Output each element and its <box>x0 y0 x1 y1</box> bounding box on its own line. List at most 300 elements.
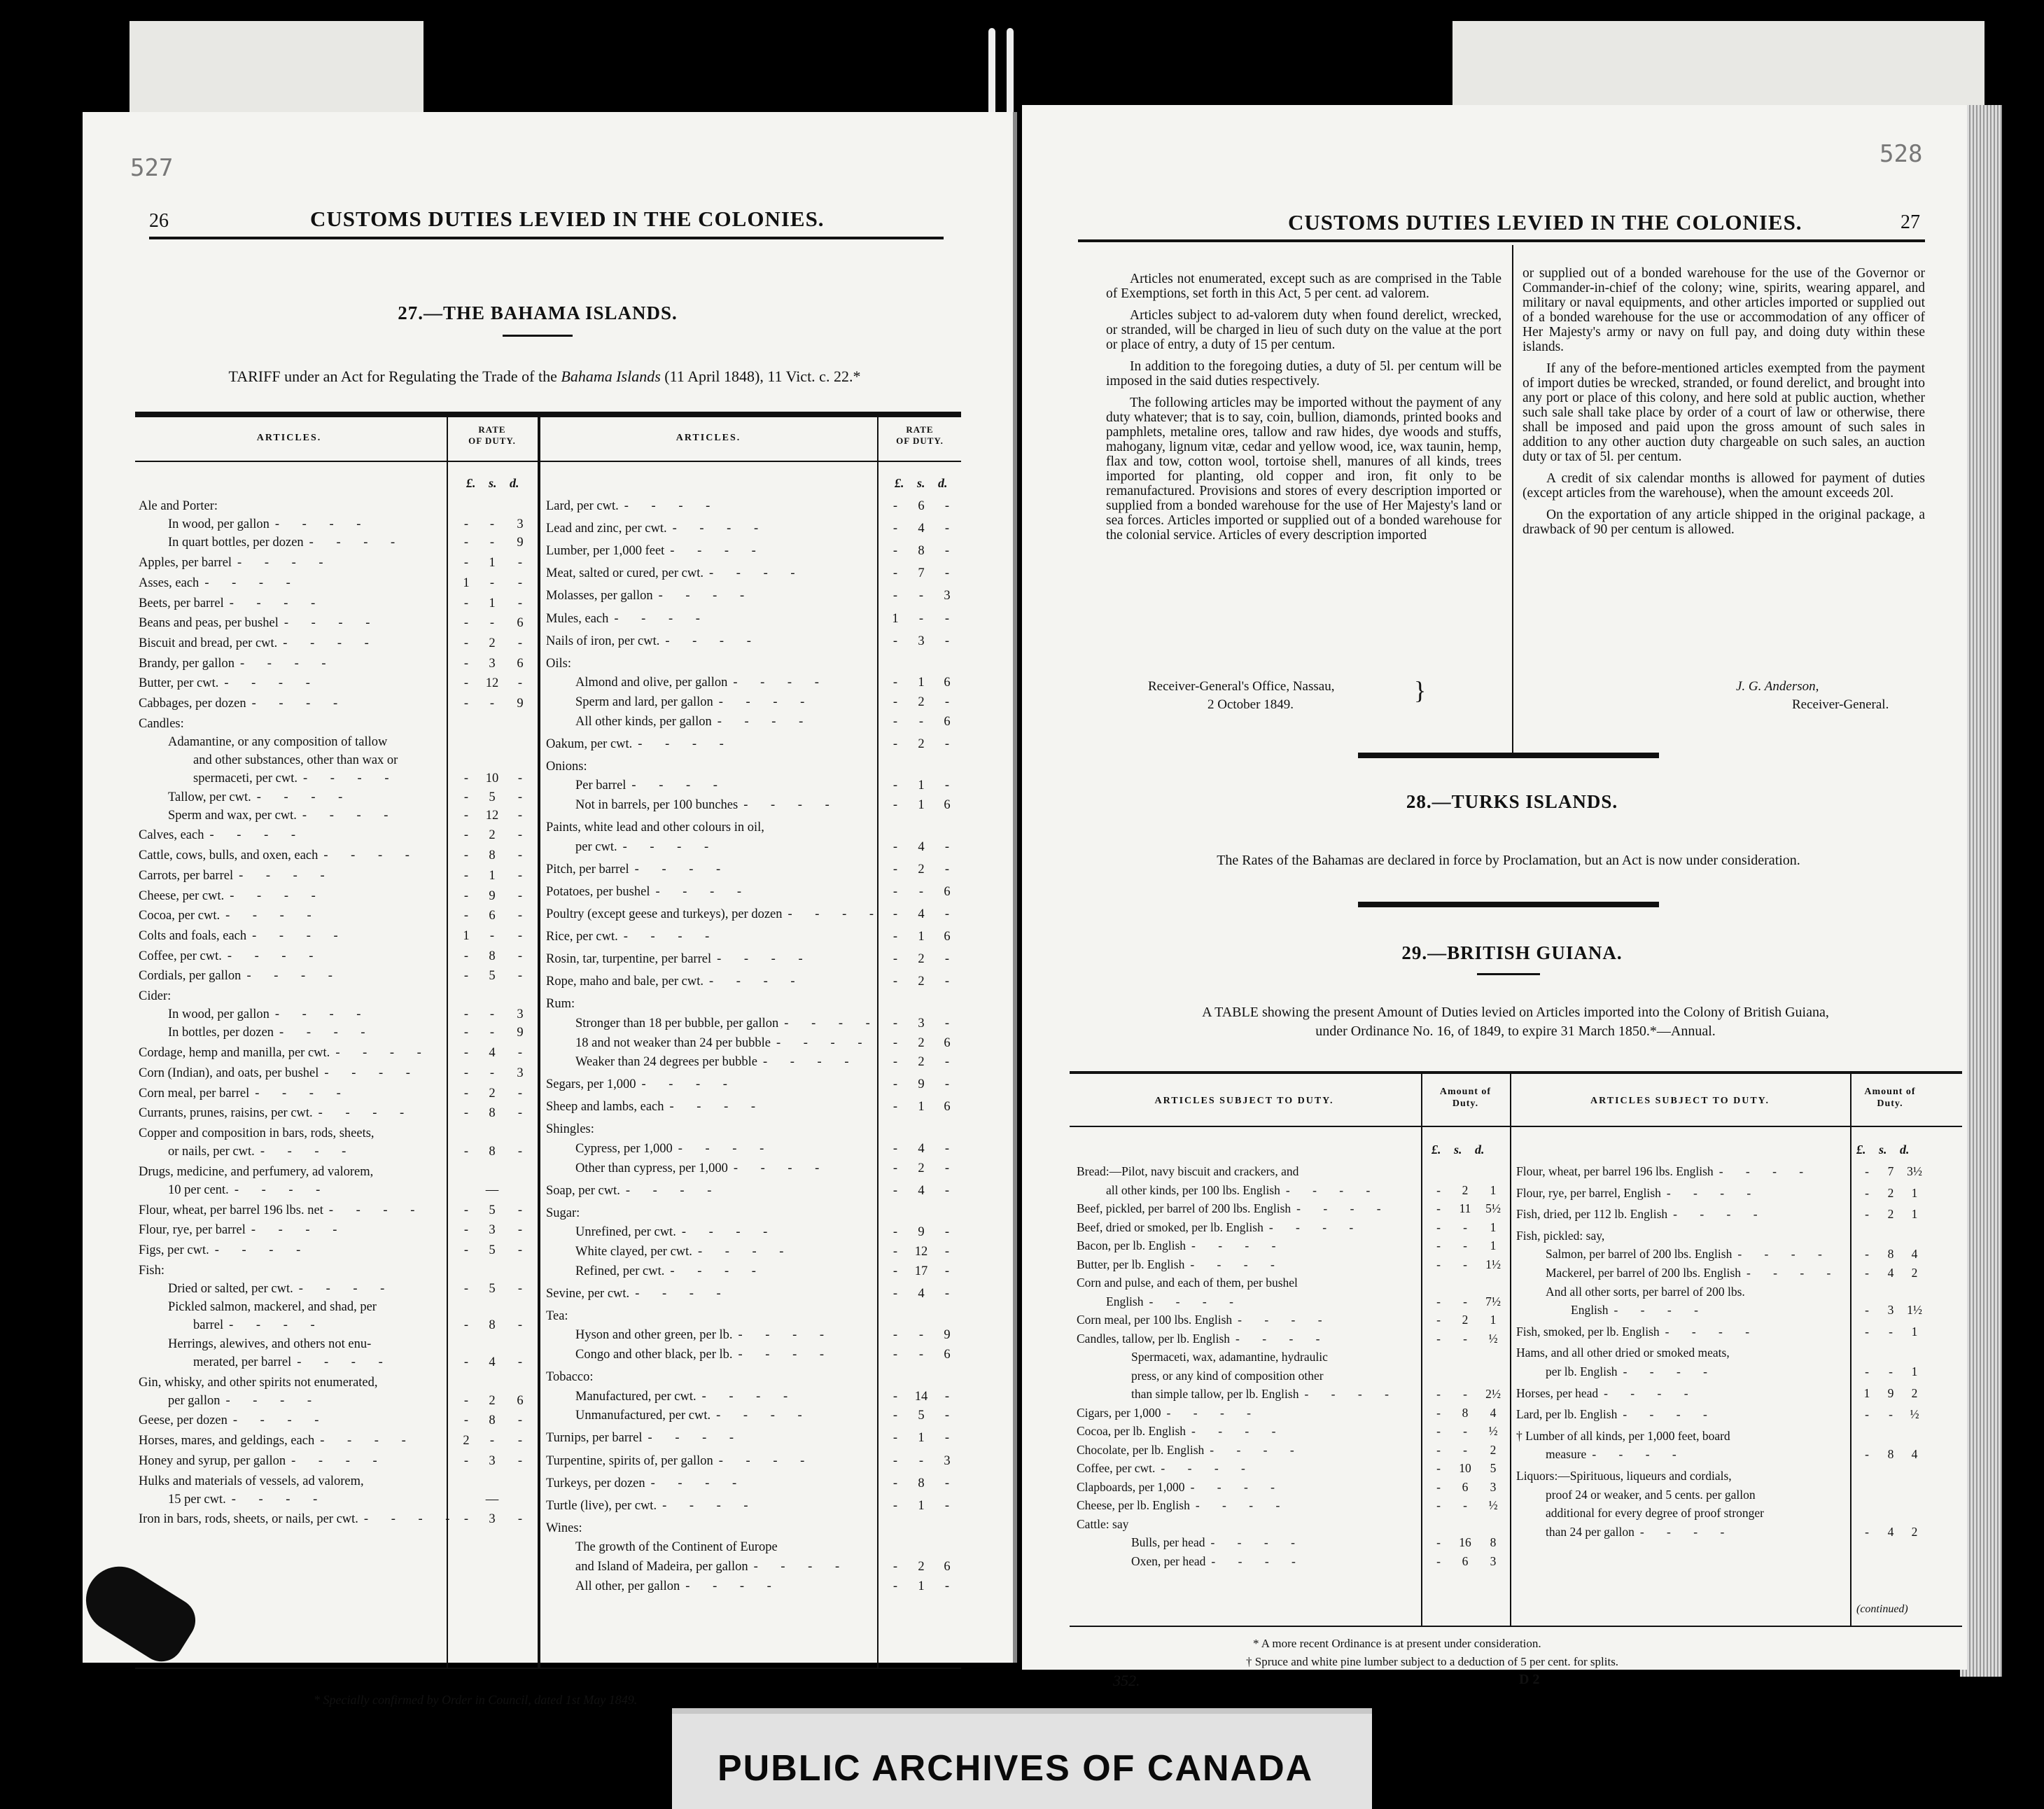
leader-dots: - - - - <box>1296 1201 1391 1215</box>
pounds-value: - <box>463 1223 469 1238</box>
pounds-value: - <box>892 1348 898 1362</box>
article-name: Beef, pickled, per barrel of 200 lbs. English <box>1077 1201 1292 1215</box>
pounds-value: - <box>892 1035 898 1050</box>
pence-value: 3 <box>517 517 524 532</box>
pounds-value: - <box>892 952 898 967</box>
pence-value: - <box>517 949 523 963</box>
article-name: all other kinds, per 100 lbs. English <box>1106 1182 1280 1197</box>
shillings-value: 9 <box>918 1077 925 1092</box>
section-title: 27.—THE BAHAMA ISLANDS. <box>398 302 678 323</box>
article-name: Butter, per cwt. <box>139 676 219 691</box>
article-name: Almond and olive, per gallon <box>575 676 728 690</box>
article-name: Corn meal, per 100 lbs. English <box>1077 1313 1233 1327</box>
ornament-rule <box>1477 973 1540 975</box>
pence-value: 3 <box>1490 1553 1497 1568</box>
shillings-value: - <box>1463 1387 1467 1401</box>
leader-dots: - - - - <box>291 1453 387 1468</box>
pounds-value: 1 <box>892 611 899 626</box>
article-name: Cigars, per 1,000 <box>1077 1405 1161 1420</box>
article-name: Coffee, per cwt. <box>1077 1461 1156 1475</box>
pounds-value: - <box>463 676 469 691</box>
article-name: Rum: <box>546 997 575 1012</box>
pounds-value: - <box>463 848 469 863</box>
pounds-value: - <box>892 1225 898 1240</box>
leader-dots: - - - - <box>733 1161 830 1175</box>
caption-italic: Bahama Islands <box>561 368 661 385</box>
column-rule <box>1850 1073 1851 1626</box>
shillings-value: 8 <box>918 544 925 559</box>
shillings-value: 6 <box>489 909 496 923</box>
shillings-value: — <box>485 1492 499 1507</box>
leader-dots: - - - - <box>716 1409 812 1423</box>
leader-dots: - - - - <box>1195 1498 1290 1512</box>
pence-value: 6 <box>944 714 951 729</box>
pounds-value: - <box>1865 1185 1869 1200</box>
shillings-value: 12 <box>485 676 499 691</box>
guiana-caption: under Ordinance No. 16, of 1849, to expire 31 March 1850.*—Annual. <box>1315 1024 1716 1039</box>
article-name: Turpentine, spirits of, per gallon <box>546 1453 713 1468</box>
pounds-value: - <box>463 1243 469 1258</box>
pence-value: 3 <box>517 1066 524 1080</box>
paragraph: The following articles may be imported without the payment of any duty whatever; that is to say, coin, bullion, diamonds, printed books and pamphlets, metaline ores, tallow and raw hides, dye woods and stuffs, mahogany, lignum vitæ, cedar and yellow wood, ice, wax taunin, hemp, flax and tow, cotton wool, tortoise shell, manures of all kinds, trees imported for planting, old copper and iron, fit only to be remanufactured. Provisions and stores of every description imported or supplied from a bonded warehouse for the use of Her Majesty's land or sea forces. Articles imported or supplied out of a bonded warehouse for the colonial service. Articles of every description imported <box>1106 396 1502 543</box>
pence-value: - <box>944 634 950 648</box>
shillings-value: 8 <box>1887 1247 1894 1262</box>
section-divider <box>1358 753 1659 758</box>
pounds-value: - <box>1865 1164 1869 1178</box>
shillings-value: 2 <box>1887 1185 1894 1200</box>
page-edge-right <box>1452 21 1984 112</box>
shillings-value: - <box>918 1328 924 1343</box>
shillings-value: - <box>1463 1238 1467 1252</box>
pounds-value: - <box>892 1183 898 1198</box>
pounds-value: - <box>892 1286 898 1301</box>
leader-dots: - - - - <box>240 656 336 671</box>
table-row <box>546 839 875 855</box>
shillings-value: 14 <box>914 1389 928 1404</box>
shillings-value: - <box>1889 1407 1893 1422</box>
table-row <box>1516 1324 1849 1339</box>
article-name: And all other sorts, per barrel of 200 lbs. <box>1546 1284 1745 1299</box>
leader-dots: - - - - <box>1210 1535 1305 1549</box>
table-row <box>139 1222 440 1238</box>
leader-dots: - - - - <box>302 808 398 823</box>
shillings-value: 8 <box>918 1476 925 1490</box>
table-row <box>546 611 875 627</box>
left-page <box>83 112 1017 1707</box>
table-bottom-rule <box>1070 1626 1962 1627</box>
signer-title: Receiver-General. <box>1792 697 1889 712</box>
article-name: Ale and Porter: <box>139 499 218 513</box>
pence-value: - <box>517 1086 523 1101</box>
table-row <box>139 827 440 843</box>
table-row <box>1077 1497 1420 1513</box>
article-name: Sugar: <box>546 1206 580 1220</box>
shillings-value: 1 <box>489 596 496 610</box>
leader-dots: - - - - <box>229 596 326 610</box>
table-row <box>546 1206 875 1221</box>
pounds-value: - <box>892 1016 898 1031</box>
table-row <box>139 535 440 550</box>
pence-value: 7½ <box>1485 1294 1501 1308</box>
article-name: Drugs, medicine, and perfumery, ad valorem, <box>139 1164 374 1179</box>
pence-value: 1 <box>1490 1182 1497 1197</box>
pence-value: 9 <box>517 697 524 711</box>
pounds-value: - <box>463 1007 469 1022</box>
pence-value: 1 <box>1490 1238 1497 1252</box>
table-row <box>546 1579 875 1594</box>
table-row <box>1077 1275 1420 1290</box>
leader-dots: - - - - <box>641 1077 737 1092</box>
leader-dots: - - - - <box>230 888 326 903</box>
article-name: Flour, wheat, per barrel 196 lbs. English <box>1516 1164 1714 1178</box>
shillings-value: 8 <box>489 1106 496 1121</box>
pence-value: - <box>517 1243 523 1258</box>
table-row <box>546 521 875 536</box>
table-row <box>1516 1265 1849 1280</box>
pounds-value: - <box>1436 1313 1441 1327</box>
table-row <box>1516 1164 1849 1179</box>
column-rule <box>1510 1073 1511 1626</box>
shillings-value: - <box>918 589 924 603</box>
shillings-value: 8 <box>489 1145 496 1159</box>
article-name: Segars, per 1,000 <box>546 1077 636 1092</box>
article-name: Liquors:—Spirituous, liqueurs and cordials, <box>1516 1469 1732 1483</box>
table-row <box>1077 1386 1420 1402</box>
pounds-value: 2 <box>463 1434 470 1448</box>
pounds-value: - <box>892 930 898 944</box>
table-row <box>546 1286 875 1301</box>
article-name: Cabbages, per dozen <box>139 697 246 711</box>
pounds-value: - <box>1436 1331 1441 1346</box>
pounds-value: - <box>892 884 898 899</box>
pence-value: - <box>517 808 523 823</box>
pounds-value: - <box>892 1077 898 1092</box>
table-row <box>139 517 440 532</box>
table-row <box>139 868 440 883</box>
table-row <box>139 989 440 1004</box>
pence-value: - <box>517 1106 523 1121</box>
leader-dots: - - - - <box>650 1476 747 1490</box>
shillings-value: 3 <box>489 1453 496 1468</box>
leader-dots: - - - - <box>670 544 766 559</box>
table-row <box>1516 1302 1849 1318</box>
pence-value: 6 <box>944 884 951 899</box>
pence-value: - <box>944 1431 950 1446</box>
article-name: Wines: <box>546 1521 582 1535</box>
archive-label: PUBLIC ARCHIVES OF CANADA <box>718 1748 1314 1789</box>
table-row <box>1516 1246 1849 1262</box>
leader-dots: - - - - <box>255 1086 351 1101</box>
table-row <box>1077 1460 1420 1476</box>
pounds-value: - <box>463 909 469 923</box>
table-head-rule <box>135 461 961 462</box>
pence-value: - <box>517 828 523 843</box>
leader-dots: - - - - <box>214 1243 311 1258</box>
article-name: Bread:—Pilot, navy biscuit and crackers, and <box>1077 1164 1299 1178</box>
pounds-value: - <box>463 828 469 843</box>
article-name: proof 24 or weaker, and 5 cents. per gallon <box>1546 1487 1756 1502</box>
shillings-value: 7 <box>918 566 925 581</box>
pounds-value: - <box>463 1046 469 1061</box>
article-name: Oxen, per head <box>1131 1553 1206 1568</box>
article-name: Turnips, per barrel <box>546 1431 643 1446</box>
pence-value: - <box>517 969 523 984</box>
shillings-value: 1 <box>918 1579 925 1593</box>
table-row <box>546 778 875 793</box>
shillings-value: - <box>1463 1257 1467 1271</box>
table-row <box>546 1016 880 1031</box>
pounds-value: - <box>892 862 898 876</box>
section-divider <box>1358 902 1659 907</box>
leader-dots: - - - - <box>209 828 306 843</box>
office-address: Receiver-General's Office, Nassau, <box>1148 679 1335 694</box>
article-name: 18 and not weaker than 24 per bubble <box>575 1035 771 1050</box>
table-row <box>139 1413 440 1428</box>
pence-value: 5 <box>1490 1461 1497 1475</box>
article-name: Weaker than 24 degrees per bubble <box>575 1055 757 1070</box>
pence-value: 1½ <box>1485 1257 1501 1271</box>
pounds-value: - <box>463 517 469 532</box>
pounds-value: - <box>892 1328 898 1343</box>
article-name: Cheese, per cwt. <box>139 888 225 903</box>
table-row <box>1077 1553 1420 1569</box>
table-row <box>1077 1182 1420 1198</box>
shillings-value: 5 <box>489 1243 496 1258</box>
pounds-value: - <box>892 975 898 989</box>
leader-dots: - - - - <box>784 1016 880 1031</box>
leader-dots: - - - - <box>1238 1313 1332 1327</box>
pence-value: - <box>944 611 950 626</box>
pounds-value: - <box>463 1145 469 1159</box>
pounds-value: - <box>1436 1387 1441 1401</box>
leader-dots: - - - - <box>1737 1247 1832 1262</box>
shillings-value: - <box>489 1434 495 1448</box>
article-name: Other than cypress, per 1,000 <box>575 1161 728 1175</box>
pence-value: 1 <box>1490 1220 1497 1234</box>
article-name: or nails, per cwt. <box>168 1145 255 1159</box>
article-name: 15 per cwt. <box>168 1492 226 1507</box>
footnote: * Specially confirmed by Order in Council, dated 1st May 1849. <box>314 1693 638 1707</box>
table-row <box>1516 1364 1849 1379</box>
article-name: Corn (Indian), and oats, per bushel <box>139 1066 319 1080</box>
table-row <box>546 1559 875 1574</box>
pence-value: - <box>944 975 950 989</box>
signer-name: J. G. Anderson, <box>1736 679 1819 694</box>
pounds-value: - <box>1865 1524 1869 1539</box>
pence-value: - <box>944 1409 950 1423</box>
footnote: * A more recent Ordinance is at present under consideration. <box>1253 1637 1541 1650</box>
leader-dots: - - - - <box>669 1100 766 1115</box>
table-row <box>546 1141 875 1157</box>
shillings-value: 9 <box>1887 1385 1894 1400</box>
leader-dots: - - - - <box>681 1225 778 1240</box>
pounds-value: - <box>1436 1182 1441 1197</box>
pounds-value: - <box>463 536 469 550</box>
table-row <box>139 1144 440 1159</box>
pence-value: - <box>517 1318 523 1333</box>
article-name: Lumber, per 1,000 feet <box>546 544 665 559</box>
article-name: Cypress, per 1,000 <box>575 1142 673 1156</box>
pounds-value: - <box>463 1282 469 1296</box>
leader-dots: - - - - <box>1623 1364 1717 1378</box>
leader-dots: - - - - <box>1304 1387 1399 1401</box>
article-name: Rice, per cwt. <box>546 930 618 944</box>
table-row <box>139 555 440 571</box>
pence-value: 2 <box>1911 1266 1918 1280</box>
table-row <box>139 1164 440 1180</box>
article-name: All other kinds, per gallon <box>575 714 712 729</box>
article-name: Coffee, per cwt. <box>139 949 222 963</box>
table-row <box>139 1182 440 1198</box>
article-name: and Island of Madeira, per gallon <box>575 1560 748 1574</box>
table-row <box>546 675 875 690</box>
shillings-value: 4 <box>918 522 925 536</box>
leader-dots: - - - - <box>274 517 371 532</box>
shillings-value: 4 <box>489 1046 496 1061</box>
table-row <box>1516 1487 1849 1502</box>
exemptions-text-right <box>1522 266 1925 544</box>
pounds-value: - <box>1436 1220 1441 1234</box>
column-rule <box>1421 1073 1422 1626</box>
article-name: Flour, rye, per barrel <box>139 1223 246 1238</box>
shillings-value: 1 <box>918 797 925 812</box>
article-name: Clapboards, per 1,000 <box>1077 1479 1185 1494</box>
article-name: barrel <box>193 1318 224 1333</box>
shillings-value: 3 <box>1887 1303 1894 1318</box>
table-row <box>1077 1220 1420 1235</box>
article-name: Sperm and lard, per gallon <box>575 694 713 709</box>
leader-dots: - - - - <box>685 1579 781 1593</box>
leader-dots: - - - - <box>678 1142 774 1156</box>
table-row <box>139 1492 440 1507</box>
pence-value: - <box>517 909 523 923</box>
shillings-value: 2 <box>918 1035 925 1050</box>
leader-dots: - - - - <box>743 797 839 812</box>
article-name: Horses, per head <box>1516 1385 1599 1400</box>
table-row <box>546 996 875 1012</box>
pence-value: - <box>517 1434 523 1448</box>
table-row <box>546 1369 875 1385</box>
brace: } <box>1414 676 1427 704</box>
pence-value: 6 <box>944 930 951 944</box>
table-row <box>139 949 440 964</box>
article-name: Gin, whisky, and other spirits not enumerated, <box>139 1375 378 1390</box>
article-name: All other, per gallon <box>575 1579 680 1593</box>
leader-dots: - - - - <box>251 697 348 711</box>
table-row <box>139 1025 440 1040</box>
pounds-value: - <box>892 544 898 559</box>
pounds-value: - <box>892 1142 898 1156</box>
table-row <box>139 1433 440 1448</box>
shillings-value: 1 <box>918 1100 925 1115</box>
pounds-value: - <box>1436 1442 1441 1457</box>
article-name: additional for every degree of proof stronger <box>1546 1506 1764 1521</box>
shillings-value: 8 <box>489 1413 496 1428</box>
table-row <box>139 1355 440 1370</box>
table-row <box>546 1244 875 1259</box>
table-row <box>139 1375 440 1390</box>
table-row <box>139 1263 440 1278</box>
table-row <box>546 1389 875 1404</box>
leader-dots: - - - - <box>665 634 761 648</box>
article-name: Butter, per lb. English <box>1077 1257 1185 1271</box>
table-row <box>546 974 875 989</box>
article-name: Biscuit and bread, per cwt. <box>139 636 278 650</box>
table-row <box>546 1183 875 1199</box>
leader-dots: - - - - <box>738 1328 834 1343</box>
paragraph: Articles subject to ad-valorem duty when found derelict, wrecked, or stranded, will be charged in lieu of such duty on the value at the port or place of entry, a duty of 15 per centum. <box>1106 308 1502 352</box>
shillings-value: 3 <box>489 1512 496 1527</box>
leader-dots: - - - - <box>1190 1257 1284 1271</box>
table-row <box>1516 1446 1849 1462</box>
table-row <box>139 716 440 732</box>
pounds-value: - <box>1436 1535 1441 1549</box>
table-row <box>1077 1257 1420 1272</box>
table-row <box>139 1299 440 1315</box>
pence-value: 5½ <box>1485 1201 1501 1215</box>
shillings-value: 2 <box>918 694 925 709</box>
shillings-value: 5 <box>918 1409 925 1423</box>
article-name: Rope, maho and bale, per cwt. <box>546 975 704 989</box>
pence-value: - <box>517 1145 523 1159</box>
paragraph: In addition to the foregoing duties, a duty of 5l. per centum will be imposed in the said duties respectively. <box>1106 359 1502 389</box>
article-name: per lb. English <box>1546 1364 1618 1378</box>
pounds-value: - <box>463 1203 469 1217</box>
pence-value: - <box>944 1579 950 1593</box>
pence-value: 6 <box>944 1100 951 1115</box>
leader-dots: - - - - <box>1166 1405 1261 1420</box>
table-row <box>1516 1406 1849 1422</box>
table-row <box>139 771 440 786</box>
table-row <box>1516 1206 1849 1222</box>
article-name: In quart bottles, per dozen <box>168 536 304 550</box>
table-row <box>546 1498 875 1514</box>
lsd-header: £. s. d. <box>1856 1143 1910 1157</box>
pounds-value: - <box>1865 1324 1869 1339</box>
article-name: Cordage, hemp and manilla, per cwt. <box>139 1046 330 1061</box>
pence-value: 2 <box>1911 1524 1918 1539</box>
leader-dots: - - - - <box>231 1492 328 1507</box>
article-name: Fish, pickled: say, <box>1516 1228 1605 1243</box>
articles-header: ARTICLES. <box>256 433 322 443</box>
table-row <box>139 848 440 863</box>
table-row <box>546 1521 875 1536</box>
article-name: In wood, per gallon <box>168 517 270 532</box>
table-row <box>546 862 875 877</box>
article-name: Hulks and materials of vessels, ad valorem, <box>139 1474 364 1488</box>
article-name: Calves, each <box>139 828 204 843</box>
table-row <box>1077 1368 1420 1383</box>
table-row <box>139 1511 460 1527</box>
shillings-value: 1 <box>918 930 925 944</box>
pence-value: 2½ <box>1485 1387 1501 1401</box>
shillings-value: - <box>1889 1324 1893 1339</box>
article-name: Mules, each <box>546 611 609 626</box>
article-name: Hams, and all other dried or smoked meats, <box>1516 1346 1730 1360</box>
shillings-value: - <box>1463 1442 1467 1457</box>
table-row <box>139 596 440 611</box>
table-row <box>546 884 875 900</box>
article-name: Lead and zinc, per cwt. <box>546 522 667 536</box>
shillings-value: 12 <box>914 1245 928 1259</box>
article-name: Manufactured, per cwt. <box>575 1389 696 1404</box>
pence-value: 3 <box>517 1007 524 1022</box>
shillings-value: 4 <box>918 907 925 921</box>
article-name: English <box>1571 1303 1609 1318</box>
article-name: Not in barrels, per 100 bunches <box>575 797 738 812</box>
article-name: Rosin, tar, turpentine, per barrel <box>546 952 712 967</box>
leader-dots: - - - - <box>224 676 320 691</box>
